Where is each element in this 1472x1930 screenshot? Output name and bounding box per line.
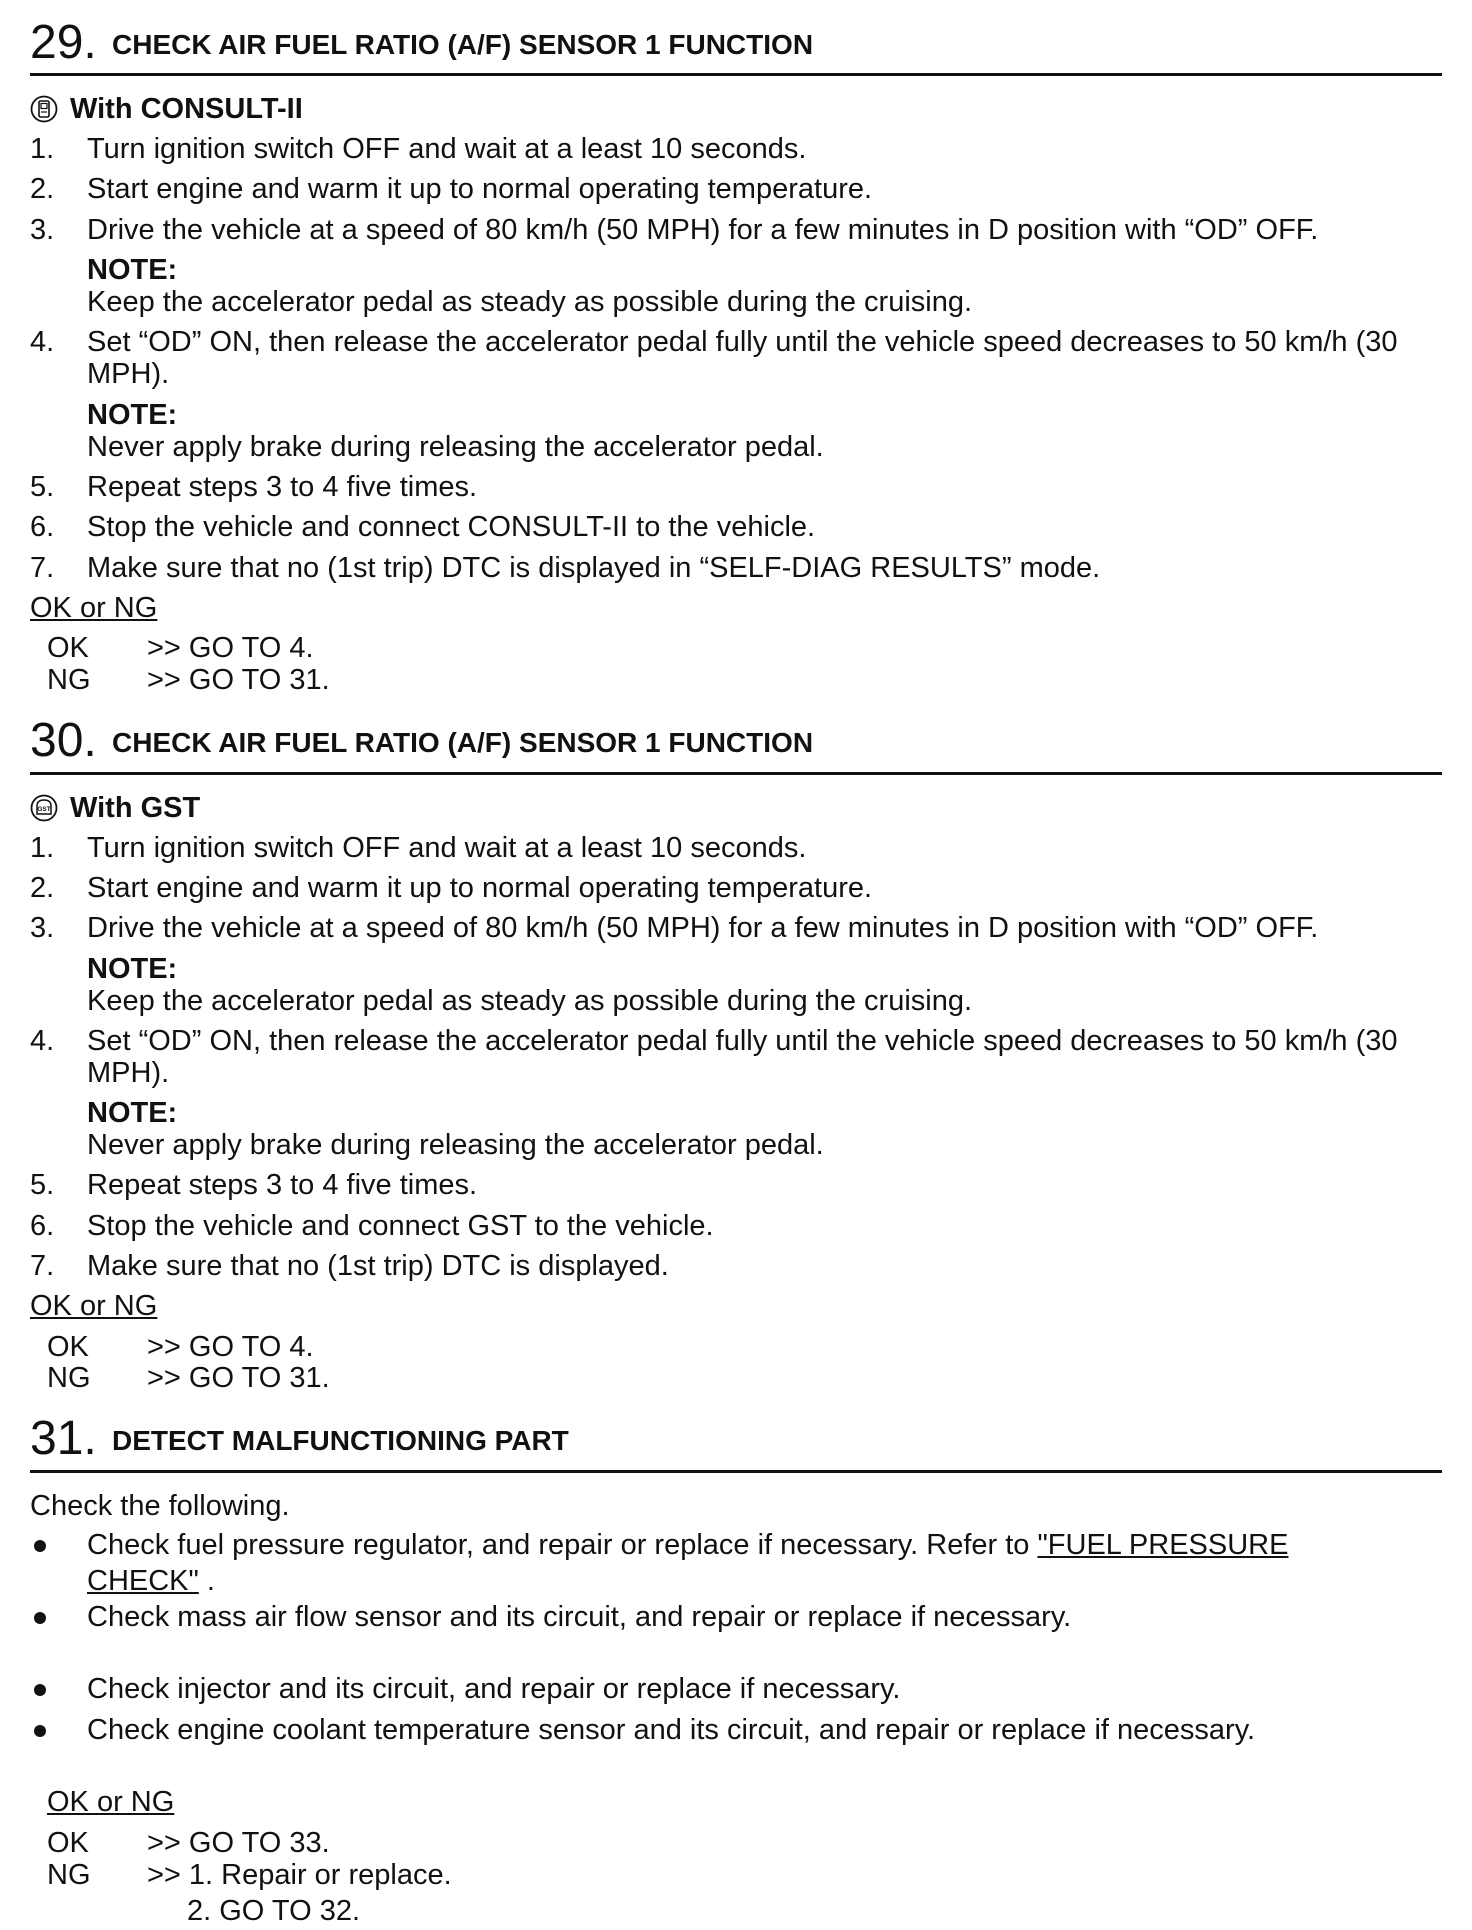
step-number: 7.	[30, 1250, 55, 1282]
ok-key: OK	[47, 1827, 89, 1859]
section-30-rule	[30, 772, 1442, 775]
ng-result: >> GO TO 31.	[147, 1362, 330, 1394]
step-text: Stop the vehicle and connect GST to the vehicle.	[87, 1210, 714, 1242]
section-31-number: 31.	[30, 1412, 97, 1465]
ok-result: >> GO TO 33.	[147, 1827, 330, 1859]
step-text: Start engine and warm it up to normal operating temperature.	[87, 872, 873, 904]
step-number: 1.	[30, 832, 55, 864]
step-number: 3.	[30, 214, 55, 246]
section-29-title: CHECK AIR FUEL RATIO (A/F) SENSOR 1 FUNCTION	[112, 29, 814, 60]
step-number: 2.	[30, 872, 55, 904]
note-label: NOTE:	[87, 254, 178, 286]
ng-key: NG	[47, 1859, 91, 1891]
bullet-text: Check mass air flow sensor and its circuit, and repair or replace if necessary.	[87, 1601, 1072, 1633]
step-number: 3.	[30, 912, 55, 944]
note-label: NOTE:	[87, 953, 178, 985]
bullet-text: Check injector and its circuit, and repair or replace if necessary.	[87, 1673, 901, 1705]
step-text: Stop the vehicle and connect CONSULT-II to the vehicle.	[87, 511, 816, 543]
note-text: Keep the accelerator pedal as steady as possible during the cruising.	[87, 286, 973, 318]
section-30-tool-label: With GST	[70, 792, 201, 824]
step-text-continued: MPH).	[87, 358, 170, 390]
ng-key: NG	[47, 664, 91, 696]
bullet-item	[87, 1528, 1288, 1562]
ok-result: >> GO TO 4.	[147, 1331, 314, 1363]
note-text: Never apply brake during releasing the accelerator pedal.	[87, 431, 824, 463]
section-31-rule	[30, 1470, 1442, 1473]
ok-or-ng-label: OK or NG	[47, 1786, 175, 1818]
consult-icon	[30, 95, 58, 123]
bullet-text: Check engine coolant temperature sensor and its circuit, and repair or replace if necessary.	[87, 1714, 1256, 1746]
ng-result: >> GO TO 31.	[147, 664, 330, 696]
step-text: Set “OD” ON, then release the accelerator pedal fully until the vehicle speed decreases to 50 km/h (30	[87, 1025, 1398, 1057]
ok-or-ng-label: OK or NG	[30, 1290, 158, 1322]
step-text: Make sure that no (1st trip) DTC is displayed in “SELF-DIAG RESULTS” mode.	[87, 552, 1101, 584]
section-29-tool-label: With CONSULT-II	[70, 93, 303, 125]
section-29-number: 29.	[30, 16, 97, 69]
section-29-rule	[30, 73, 1442, 76]
step-number: 6.	[30, 511, 55, 543]
step-text: Set “OD” ON, then release the accelerator pedal fully until the vehicle speed decreases to 50 km/h (30	[87, 326, 1398, 358]
step-text: Repeat steps 3 to 4 five times.	[87, 471, 478, 503]
gst-icon	[30, 794, 58, 822]
section-31-title: DETECT MALFUNCTIONING PART	[112, 1425, 569, 1456]
section-30-title: CHECK AIR FUEL RATIO (A/F) SENSOR 1 FUNCTION	[112, 727, 814, 758]
bullet-dot	[34, 1540, 46, 1552]
note-text: Never apply brake during releasing the accelerator pedal.	[87, 1129, 824, 1161]
bullet-text-tail: .	[198, 1565, 215, 1597]
step-number: 7.	[30, 552, 55, 584]
bullet-dot	[34, 1725, 46, 1737]
ok-or-ng-label: OK or NG	[30, 592, 158, 624]
bullet-text: Check fuel pressure regulator, and repair or replace if necessary. Refer to	[87, 1529, 1038, 1561]
ng-result-step-2: 2. GO TO 32.	[187, 1895, 361, 1927]
step-number: 1.	[30, 133, 55, 165]
step-number: 4.	[30, 1025, 55, 1057]
fuel-pressure-check-link-cont[interactable]: CHECK"	[87, 1565, 199, 1597]
step-number: 5.	[30, 1169, 55, 1201]
section-30-number: 30.	[30, 714, 97, 767]
bullet-dot	[34, 1612, 46, 1624]
ok-result: >> GO TO 4.	[147, 632, 314, 664]
step-text: Drive the vehicle at a speed of 80 km/h (50 MPH) for a few minutes in D position with “OD” OFF.	[87, 214, 1319, 246]
fuel-pressure-check-link[interactable]: "FUEL PRESSURE	[1037, 1529, 1289, 1561]
note-label: NOTE:	[87, 399, 178, 431]
step-text: Drive the vehicle at a speed of 80 km/h (50 MPH) for a few minutes in D position with “OD” OFF.	[87, 912, 1319, 944]
ok-key: OK	[47, 632, 89, 664]
note-text: Keep the accelerator pedal as steady as possible during the cruising.	[87, 985, 973, 1017]
ng-result: >> 1. Repair or replace.	[147, 1859, 452, 1891]
ng-key: NG	[47, 1362, 91, 1394]
step-number: 6.	[30, 1210, 55, 1242]
step-text: Turn ignition switch OFF and wait at a least 10 seconds.	[87, 133, 807, 165]
step-number: 5.	[30, 471, 55, 503]
svg-text:GST: GST	[37, 806, 51, 813]
step-text-continued: MPH).	[87, 1057, 170, 1089]
step-text: Make sure that no (1st trip) DTC is displayed.	[87, 1250, 669, 1282]
bullet-item-continued	[87, 1564, 215, 1598]
bullet-dot	[34, 1684, 46, 1696]
step-text: Start engine and warm it up to normal operating temperature.	[87, 173, 873, 205]
intro-text: Check the following.	[30, 1490, 290, 1522]
ok-key: OK	[47, 1331, 89, 1363]
step-number: 4.	[30, 326, 55, 358]
step-text: Turn ignition switch OFF and wait at a least 10 seconds.	[87, 832, 807, 864]
note-label: NOTE:	[87, 1097, 178, 1129]
step-text: Repeat steps 3 to 4 five times.	[87, 1169, 478, 1201]
step-number: 2.	[30, 173, 55, 205]
